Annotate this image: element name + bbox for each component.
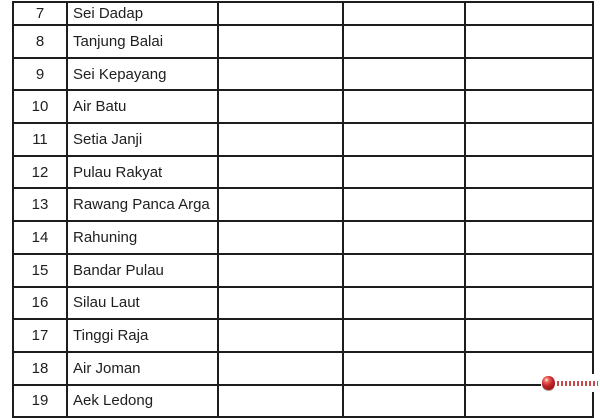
table-body xyxy=(14,3,594,418)
table-row xyxy=(14,189,594,222)
empty-cell xyxy=(219,59,344,92)
district-name-cell: Setia Janji xyxy=(68,124,219,157)
district-name-cell: Air Joman xyxy=(68,353,219,386)
table-row xyxy=(14,59,594,92)
row-number-cell: 15 xyxy=(14,255,68,288)
table-row xyxy=(14,26,594,59)
empty-cell xyxy=(344,386,466,418)
empty-cell xyxy=(219,26,344,59)
table-row xyxy=(14,386,594,418)
empty-cell xyxy=(344,189,466,222)
table-row xyxy=(14,288,594,321)
empty-cell xyxy=(219,124,344,157)
table-row xyxy=(14,255,594,288)
district-name-cell: Aek Ledong xyxy=(68,386,219,418)
empty-cell xyxy=(344,124,466,157)
empty-cell xyxy=(219,189,344,222)
empty-cell xyxy=(219,353,344,386)
district-name-cell: Air Batu xyxy=(68,91,219,124)
empty-cell xyxy=(466,320,594,353)
empty-cell xyxy=(344,157,466,190)
row-number-cell: 19 xyxy=(14,386,68,418)
empty-cell xyxy=(219,3,344,26)
row-number-cell: 10 xyxy=(14,91,68,124)
table-row xyxy=(14,91,594,124)
empty-cell xyxy=(344,320,466,353)
empty-cell xyxy=(219,255,344,288)
row-number-cell: 16 xyxy=(14,288,68,321)
empty-cell xyxy=(344,59,466,92)
district-name-cell: Tanjung Balai xyxy=(68,26,219,59)
empty-cell xyxy=(466,222,594,255)
row-number-cell: 7 xyxy=(14,3,68,26)
district-table xyxy=(12,1,594,418)
empty-cell xyxy=(344,222,466,255)
watermark-dotted-text xyxy=(557,381,598,386)
district-name-cell: Pulau Rakyat xyxy=(68,157,219,190)
empty-cell xyxy=(466,255,594,288)
table-row xyxy=(14,353,594,386)
empty-cell xyxy=(344,353,466,386)
district-name-cell: Rahuning xyxy=(68,222,219,255)
row-number-cell: 8 xyxy=(14,26,68,59)
empty-cell xyxy=(466,3,594,26)
district-name-cell: Bandar Pulau xyxy=(68,255,219,288)
empty-cell xyxy=(219,157,344,190)
empty-cell xyxy=(219,386,344,418)
row-number-cell: 13 xyxy=(14,189,68,222)
empty-cell xyxy=(344,288,466,321)
empty-cell xyxy=(344,91,466,124)
empty-cell xyxy=(344,255,466,288)
table-row xyxy=(14,157,594,190)
watermark xyxy=(541,374,600,392)
row-number-cell: 9 xyxy=(14,59,68,92)
empty-cell xyxy=(219,288,344,321)
table-row xyxy=(14,320,594,353)
row-number-cell: 12 xyxy=(14,157,68,190)
empty-cell xyxy=(219,91,344,124)
empty-cell xyxy=(466,26,594,59)
district-name-cell: Sei Dadap xyxy=(68,3,219,26)
district-name-cell: Tinggi Raja xyxy=(68,320,219,353)
empty-cell xyxy=(344,3,466,26)
table-row xyxy=(14,124,594,157)
empty-cell xyxy=(466,157,594,190)
row-number-cell: 14 xyxy=(14,222,68,255)
district-name-cell: Silau Laut xyxy=(68,288,219,321)
empty-cell xyxy=(344,26,466,59)
row-number-cell: 18 xyxy=(14,353,68,386)
empty-cell xyxy=(466,59,594,92)
row-number-cell: 17 xyxy=(14,320,68,353)
empty-cell xyxy=(219,222,344,255)
district-name-cell: Sei Kepayang xyxy=(68,59,219,92)
empty-cell xyxy=(466,91,594,124)
table-row xyxy=(14,222,594,255)
empty-cell xyxy=(466,124,594,157)
empty-cell xyxy=(466,189,594,222)
table-row xyxy=(14,3,594,26)
district-name-cell: Rawang Panca Arga xyxy=(68,189,219,222)
empty-cell xyxy=(219,320,344,353)
empty-cell xyxy=(466,288,594,321)
row-number-cell: 11 xyxy=(14,124,68,157)
watermark-logo-icon xyxy=(542,376,555,390)
